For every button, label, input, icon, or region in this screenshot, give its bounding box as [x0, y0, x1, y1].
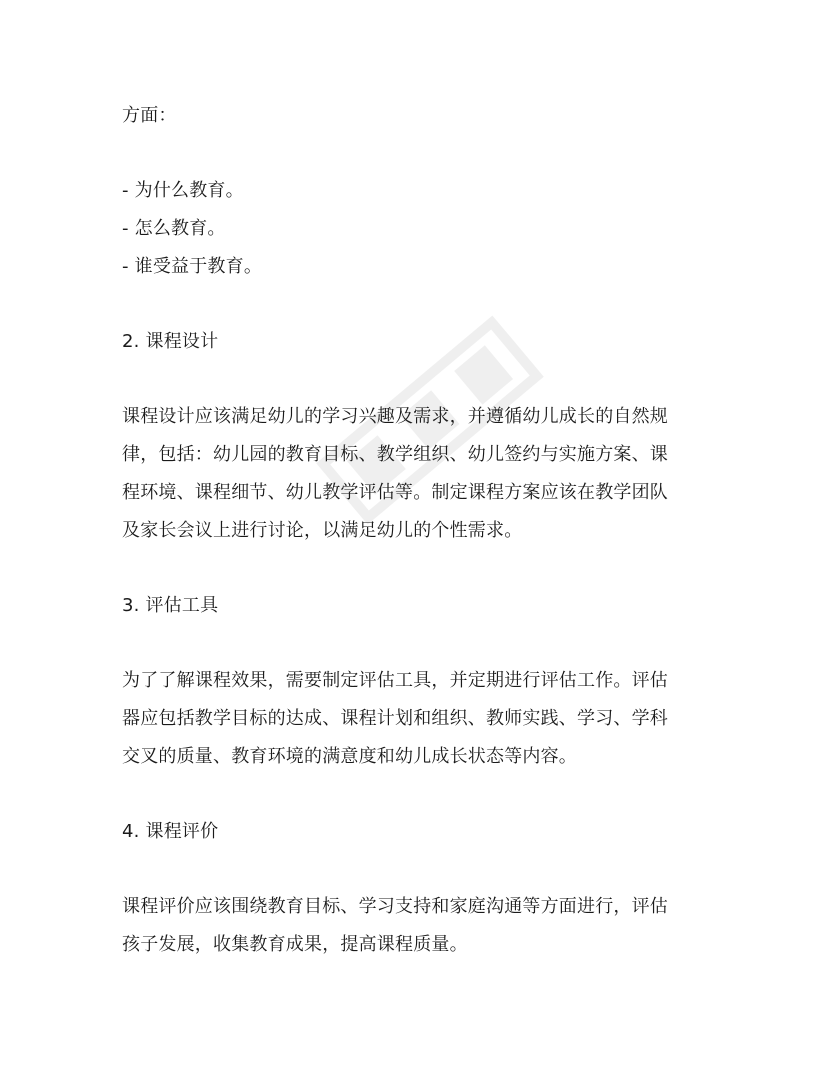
- paragraph-line: 课程评价应该围绕教育目标、学习支持和家庭沟通等方面进行，评估: [122, 896, 668, 917]
- section-title-course-evaluation: 4. 课程评价: [122, 821, 219, 842]
- intro-heading: 方面：: [122, 105, 177, 126]
- paragraph-line: 器应包括教学目标的达成、课程计划和组织、教师实践、学习、学科: [122, 708, 668, 729]
- paragraph-line: 律，包括：幼儿园的教育目标、教学组织、幼儿签约与实施方案、课: [122, 444, 668, 465]
- paragraph-line: 交叉的质量、教育环境的满意度和幼儿成长状态等内容。: [122, 746, 577, 767]
- paragraph-line: 及家长会议上进行讨论，以满足幼儿的个性需求。: [122, 520, 523, 541]
- intro-bullet-1: - 为什么教育。: [122, 180, 244, 201]
- paragraph-line: 为了了解课程效果，需要制定评估工具，并定期进行评估工作。评估: [122, 670, 668, 691]
- section-title-assessment-tools: 3. 评估工具: [122, 595, 219, 616]
- intro-bullet-2: - 怎么教育。: [122, 218, 226, 239]
- intro-bullet-3: - 谁受益于教育。: [122, 256, 263, 277]
- paragraph-line: 课程设计应该满足幼儿的学习兴趣及需求，并遵循幼儿成长的自然规: [122, 406, 668, 427]
- section-title-course-design: 2. 课程设计: [122, 331, 219, 352]
- paragraph-line: 孩子发展，收集教育成果，提高课程质量。: [122, 934, 468, 955]
- paragraph-line: 程环境、课程细节、幼儿教学评估等。制定课程方案应该在教学团队: [122, 482, 668, 503]
